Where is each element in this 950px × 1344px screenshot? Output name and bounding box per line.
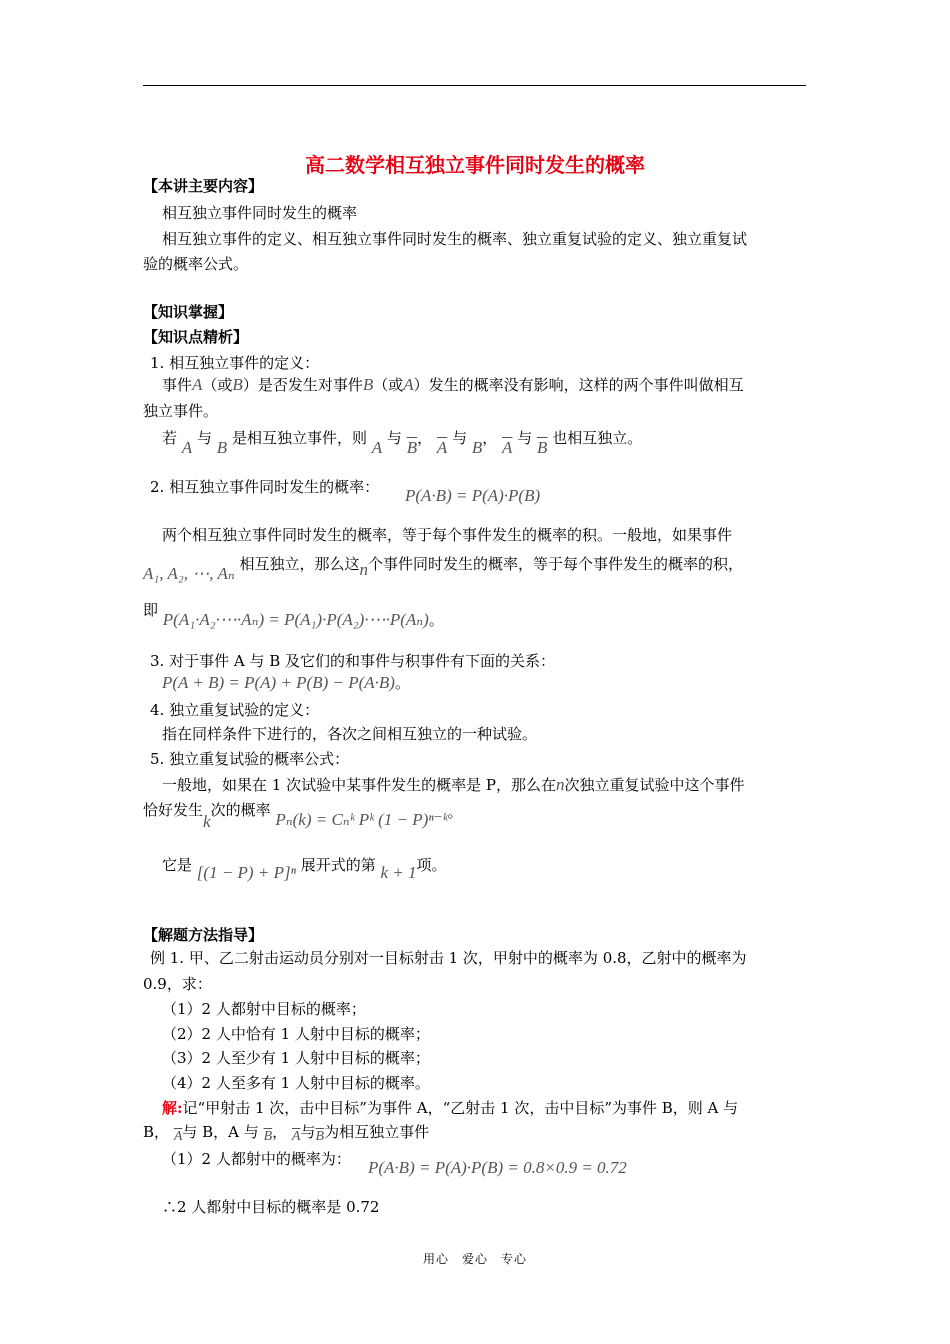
point-1-title: 1. 相互独立事件的定义： bbox=[150, 354, 320, 372]
question-3: （3）2 人至少有 1 人射中目标的概率； bbox=[162, 1049, 430, 1067]
header-rule bbox=[143, 85, 806, 86]
point-2-line-3: 即 P(A₁·A₂·⋯·Aₙ) = P(A₁)·P(A₂)·⋯·P(Aₙ)。 bbox=[143, 601, 444, 629]
answer-1-conclusion: ∴2 人都射中目标的概率是 0.72 bbox=[162, 1198, 380, 1216]
page-footer: 用心 爱心 专心 bbox=[422, 1252, 527, 1266]
question-1: （1）2 人都射中目标的概率； bbox=[162, 1000, 366, 1018]
answer-1-formula: P(A·B) = P(A)·P(B) = 0.8×0.9 = 0.72 bbox=[368, 1158, 627, 1177]
point-5-line-1: 一般地，如果在 1 次试验中某事件发生的概率是 P，那么在n次独立重复试验中这个事件 bbox=[162, 775, 745, 794]
point-5-title: 5. 独立重复试验的概率公式： bbox=[150, 750, 350, 768]
solution-line-2: B， $\overline{A}$与 B，A 与 $\overline{B}$， $\overline{A}$与$\overline{B}$为相互独立事件 bbox=[143, 1123, 430, 1144]
point-3-title: 3. 对于事件 A 与 B 及它们的和事件与积事件有下面的关系： bbox=[150, 652, 556, 670]
solution-label: 解: bbox=[162, 1099, 183, 1117]
point-4-title: 4. 独立重复试验的定义： bbox=[150, 701, 320, 719]
desc-line-1: 相互独立事件的定义、相互独立事件同时发生的概率、独立重复试验的定义、独立重复试 bbox=[162, 230, 748, 248]
answer-1-label: （1）2 人都射中的概率为： bbox=[162, 1150, 351, 1168]
point-4-text: 指在同样条件下进行的，各次之间相互独立的一种试验。 bbox=[162, 725, 538, 743]
example-1-line-2: 0.9，求： bbox=[143, 975, 212, 993]
desc-line-2: 验的概率公式。 bbox=[143, 255, 249, 273]
question-4: （4）2 人至多有 1 人射中目标的概率。 bbox=[162, 1074, 430, 1092]
point-1-line-3: 若 A 与 B 是相互独立事件，则 A 与 $\overline{B}$， $\overline{A}$ 与 B， $\overline{A}$ 与 $\overline{B}$ 也相互独立。 bbox=[162, 429, 643, 457]
section-heading-main-content: 【本讲主要内容】 bbox=[143, 177, 264, 195]
point-2-title: 2. 相互独立事件同时发生的概率： bbox=[150, 478, 380, 496]
example-1-line-1: 例 1. 甲、乙二射击运动员分别对一目标射击 1 次，甲射中的概率为 0.8，乙射中的概率为 bbox=[150, 949, 747, 967]
point-3-formula-line: P(A + B) = P(A) + P(B) − P(A·B)。 bbox=[162, 673, 410, 692]
point-1-line-2: 独立事件。 bbox=[143, 402, 219, 420]
section-heading-knowledge: 【知识掌握】 bbox=[143, 303, 234, 321]
page-title: 高二数学相互独立事件同时发生的概率 bbox=[305, 153, 645, 177]
point-1-line-1: 事件A（或B）是否发生对事件B（或A）发生的概率没有影响，这样的两个事件叫做相互 bbox=[162, 375, 744, 394]
question-2: （2）2 人中恰有 1 人射中目标的概率； bbox=[162, 1025, 430, 1043]
point-2-line-1: 两个相互独立事件同时发生的概率，等于每个事件发生的概率的积。一般地，如果事件 bbox=[162, 526, 733, 544]
sub-heading-points: 【知识点精析】 bbox=[143, 328, 249, 346]
point-5-line-3: 它是 [(1 − P) + P]ⁿ 展开式的第 k + 1项。 bbox=[162, 856, 447, 882]
solution-line-1: 解:记“甲射击 1 次，击中目标”为事件 A，“乙射击 1 次，击中目标”为事件 B，则 A 与 bbox=[162, 1099, 739, 1117]
point-2-formula: P(A·B) = P(A)·P(B) bbox=[405, 486, 541, 505]
section-heading-method: 【解题方法指导】 bbox=[143, 926, 264, 944]
topic-text: 相互独立事件同时发生的概率 bbox=[162, 204, 358, 222]
point-2-line-2: A₁, A₂, ⋯, Aₙ 相互独立，那么这n个事件同时发生的概率，等于每个事件发生的概率的积， bbox=[143, 555, 744, 583]
point-5-line-2: 恰好发生k次的概率 Pₙ(k) = Cₙᵏ Pᵏ (1 − P)ⁿ⁻ᵏ。 bbox=[143, 801, 463, 831]
